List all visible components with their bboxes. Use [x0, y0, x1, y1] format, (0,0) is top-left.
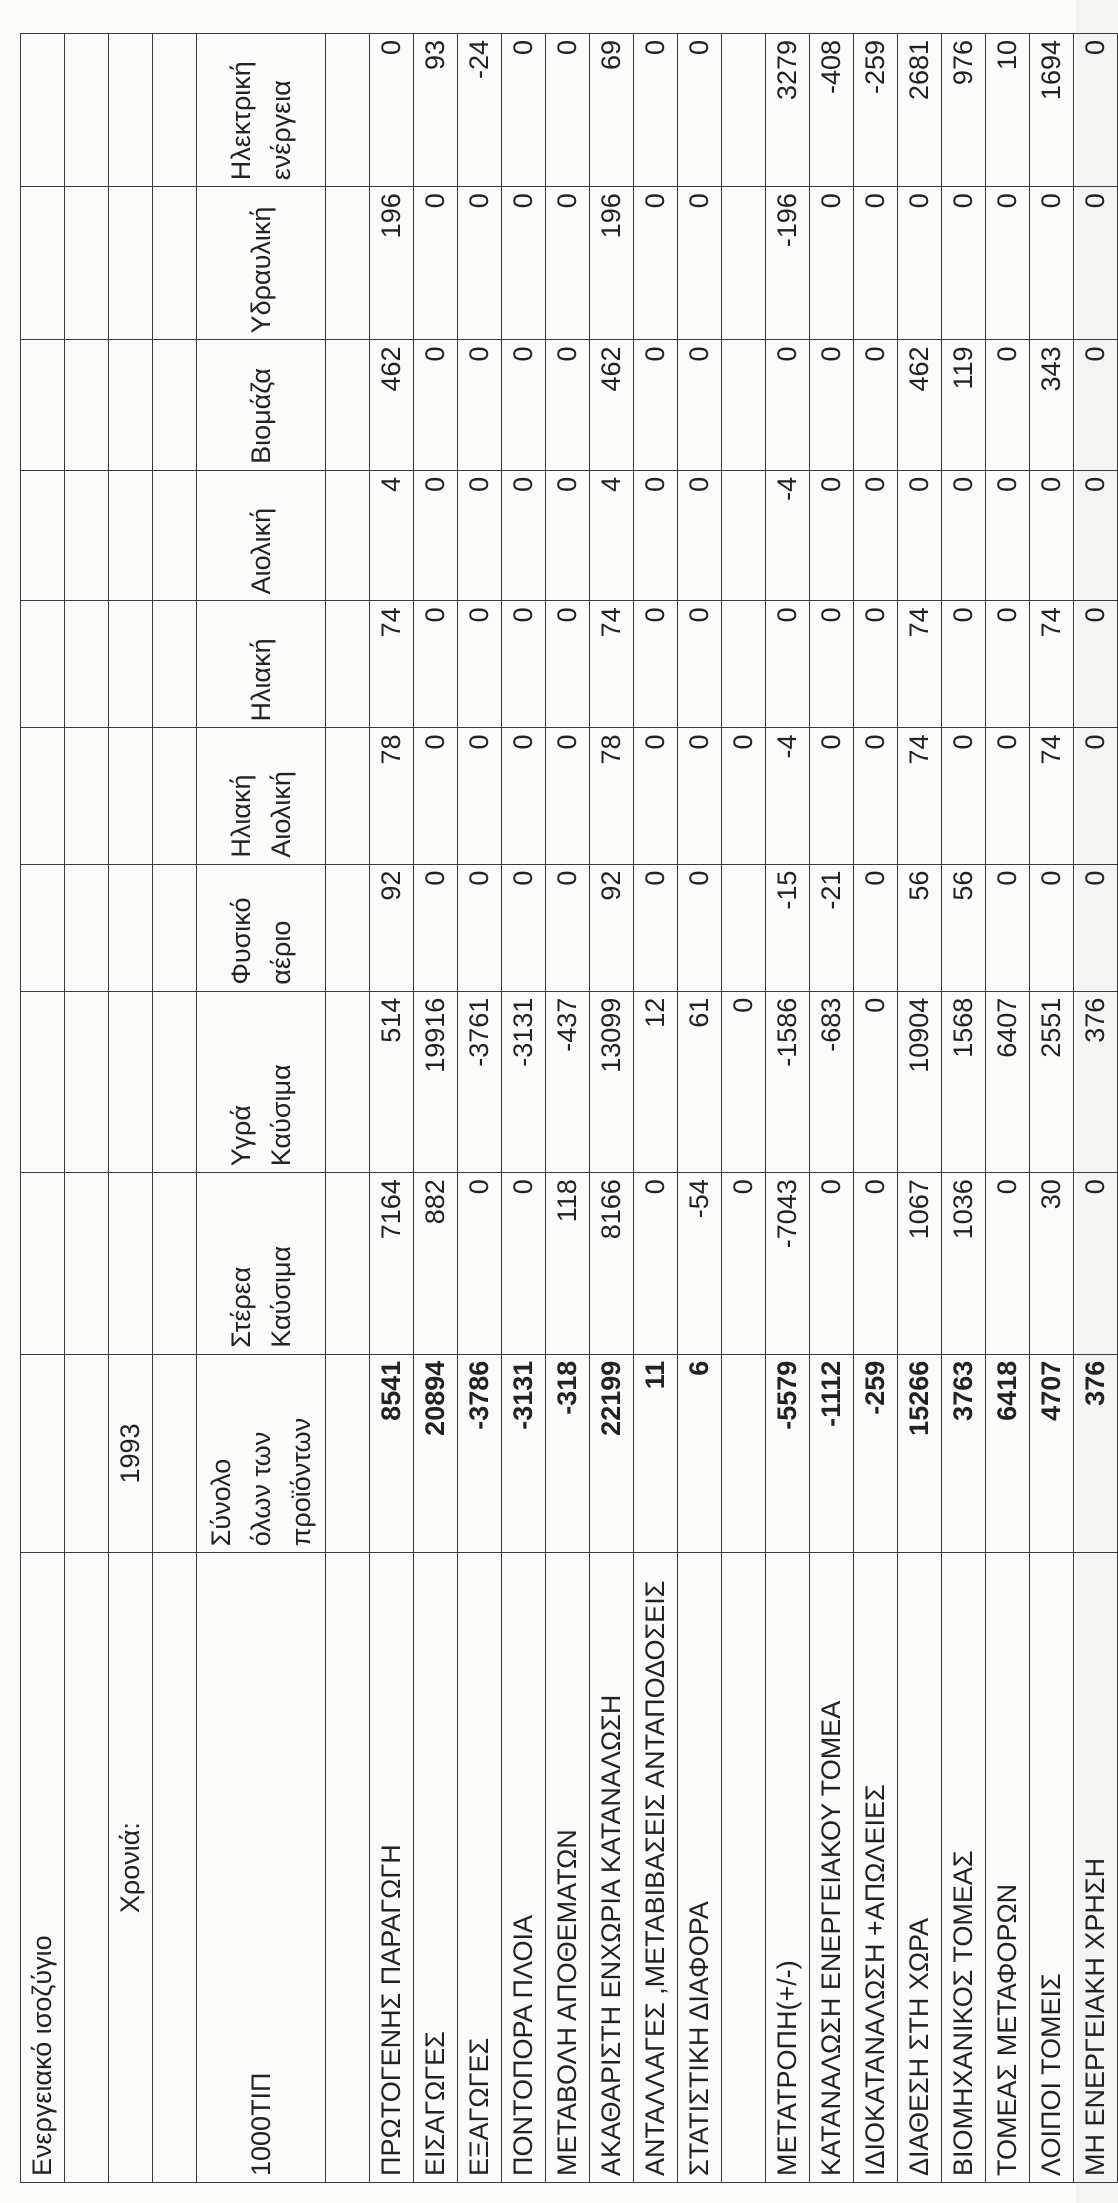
value-cell: 196	[590, 187, 634, 340]
empty-cell	[153, 728, 197, 864]
value-cell: -24	[458, 34, 502, 187]
value-cell: 0	[1074, 187, 1118, 340]
value-cell: 0	[1030, 187, 1074, 340]
spacer-row	[153, 34, 197, 2183]
value-cell: 0	[546, 34, 590, 187]
empty-cell	[65, 1354, 109, 1553]
value-cell: 0	[1074, 864, 1118, 991]
column-header	[197, 864, 326, 991]
value-cell: 0	[502, 187, 546, 340]
empty-cell	[21, 864, 65, 991]
column-header	[197, 34, 326, 187]
value-cell: 0	[370, 34, 414, 187]
value-cell: 0	[1030, 864, 1074, 991]
value-cell: 2681	[898, 34, 942, 187]
row-label	[722, 1553, 766, 2183]
value-cell	[722, 340, 766, 470]
empty-cell	[326, 1173, 370, 1355]
value-cell: 0	[722, 991, 766, 1173]
value-cell: 118	[546, 1173, 590, 1355]
empty-cell	[326, 1553, 370, 2183]
empty-cell	[65, 1553, 109, 2183]
value-cell: 61	[678, 991, 722, 1173]
column-header	[197, 991, 326, 1173]
value-cell: 0	[942, 470, 986, 600]
empty-cell	[153, 991, 197, 1173]
row-label: ΔΙΑΘΕΣΗ ΣΤΗ ΧΩΡΑ	[898, 1553, 942, 2183]
value-cell: -15	[766, 864, 810, 991]
value-cell: 0	[854, 601, 898, 728]
table-row	[1074, 34, 1118, 2183]
total-cell: -318	[546, 1354, 590, 1553]
empty-cell	[326, 601, 370, 728]
empty-cell	[65, 470, 109, 600]
value-cell: 0	[502, 864, 546, 991]
value-cell: 74	[898, 728, 942, 864]
empty-cell	[326, 991, 370, 1173]
value-cell: 93	[414, 34, 458, 187]
value-cell: 0	[942, 728, 986, 864]
value-cell: 0	[458, 601, 502, 728]
value-cell: 0	[634, 1173, 678, 1355]
value-cell: 343	[1030, 340, 1074, 470]
empty-cell	[109, 1173, 153, 1355]
column-header-line: Σύνολο	[206, 1458, 236, 1547]
value-cell: 462	[370, 340, 414, 470]
unit-label: 1000ΤΙΠ	[197, 1553, 326, 2183]
table-row	[986, 34, 1030, 2183]
empty-cell	[153, 470, 197, 600]
table-row	[590, 34, 634, 2183]
value-cell: 4	[370, 470, 414, 600]
table-title: Ενεργειακό ισοζύγιο	[21, 1553, 65, 2183]
value-cell: 0	[414, 340, 458, 470]
value-cell: 0	[722, 728, 766, 864]
total-cell: 3763	[942, 1354, 986, 1553]
value-cell: 7164	[370, 1173, 414, 1355]
value-cell: 0	[1074, 340, 1118, 470]
value-cell: 74	[1030, 728, 1074, 864]
table-row	[810, 34, 854, 2183]
value-cell: 0	[766, 601, 810, 728]
empty-cell	[326, 864, 370, 991]
value-cell	[722, 864, 766, 991]
column-header-line: αέριο	[266, 920, 296, 985]
value-cell: 0	[678, 728, 722, 864]
value-cell: 0	[414, 601, 458, 728]
row-label: ΜΕΤΑΒΟΛΗ ΑΠΟΘΕΜΑΤΩΝ	[546, 1553, 590, 2183]
column-header-line: Βιομάζα	[246, 367, 276, 464]
spacer-row	[722, 34, 766, 2183]
title-row	[21, 34, 65, 2183]
value-cell	[722, 34, 766, 187]
empty-cell	[326, 1354, 370, 1553]
row-label: ΠΡΩΤΟΓΕΝΗΣ ΠΑΡΑΓΩΓΗ	[370, 1553, 414, 2183]
value-cell: 0	[1074, 1173, 1118, 1355]
value-cell: 1694	[1030, 34, 1074, 187]
table-row	[370, 34, 414, 2183]
empty-cell	[153, 864, 197, 991]
value-cell: 69	[590, 34, 634, 187]
value-cell: 0	[458, 728, 502, 864]
value-cell: 0	[502, 601, 546, 728]
total-cell: -1112	[810, 1354, 854, 1553]
value-cell: -196	[766, 187, 810, 340]
value-cell: -408	[810, 34, 854, 187]
row-label: ΜΗ ΕΝΕΡΓΕΙΑΚΗ ΧΡΗΣΗ	[1074, 1553, 1118, 2183]
value-cell: 0	[414, 728, 458, 864]
column-header-line: Στέρεα	[226, 1266, 256, 1348]
empty-cell	[153, 340, 197, 470]
value-cell: 0	[810, 340, 854, 470]
table-row	[898, 34, 942, 2183]
value-cell: 0	[986, 728, 1030, 864]
year-row	[109, 34, 153, 2183]
value-cell: 0	[634, 470, 678, 600]
empty-cell	[21, 601, 65, 728]
empty-cell	[21, 187, 65, 340]
value-cell: 92	[590, 864, 634, 991]
value-cell: 92	[370, 864, 414, 991]
value-cell: 0	[502, 34, 546, 187]
total-cell: -3786	[458, 1354, 502, 1553]
value-cell: 0	[810, 470, 854, 600]
value-cell: 376	[1074, 991, 1118, 1173]
row-label: ΕΙΣΑΓΩΓΕΣ	[414, 1553, 458, 2183]
row-label: ΣΤΑΤΙΣΤΙΚΗ ΔΙΑΦΟΡΑ	[678, 1553, 722, 2183]
table-row	[502, 34, 546, 2183]
value-cell: 0	[986, 470, 1030, 600]
header-row	[197, 34, 326, 2183]
value-cell: 56	[942, 864, 986, 991]
empty-cell	[65, 864, 109, 991]
value-cell: 0	[986, 340, 1030, 470]
value-cell: 0	[810, 1173, 854, 1355]
column-header	[197, 470, 326, 600]
value-cell: 56	[898, 864, 942, 991]
value-cell: 0	[986, 601, 1030, 728]
value-cell: 0	[854, 991, 898, 1173]
table-row	[942, 34, 986, 2183]
total-cell: 4707	[1030, 1354, 1074, 1553]
empty-cell	[153, 187, 197, 340]
column-header-line: Καύσιμα	[266, 1064, 296, 1167]
value-cell: 8166	[590, 1173, 634, 1355]
value-cell: 1036	[942, 1173, 986, 1355]
value-cell: 0	[634, 601, 678, 728]
value-cell: 3279	[766, 34, 810, 187]
column-header-line: Ηλεκτρική	[226, 61, 256, 181]
total-cell: 15266	[898, 1354, 942, 1553]
empty-cell	[153, 1173, 197, 1355]
column-header	[197, 601, 326, 728]
value-cell: 6407	[986, 991, 1030, 1173]
value-cell: 0	[678, 864, 722, 991]
value-cell: 0	[458, 864, 502, 991]
value-cell: 0	[854, 470, 898, 600]
value-cell: 19916	[414, 991, 458, 1173]
value-cell: 0	[678, 601, 722, 728]
empty-cell	[326, 340, 370, 470]
value-cell: 0	[766, 340, 810, 470]
value-cell: 10	[986, 34, 1030, 187]
total-cell: -5579	[766, 1354, 810, 1553]
value-cell: 0	[634, 864, 678, 991]
value-cell: 0	[986, 187, 1030, 340]
empty-cell	[65, 1173, 109, 1355]
total-cell: 8541	[370, 1354, 414, 1553]
value-cell: 74	[898, 601, 942, 728]
empty-cell	[65, 340, 109, 470]
value-cell: -1586	[766, 991, 810, 1173]
table-row	[458, 34, 502, 2183]
value-cell: 0	[810, 187, 854, 340]
total-cell: 11	[634, 1354, 678, 1553]
value-cell: 0	[458, 340, 502, 470]
value-cell: 30	[1030, 1173, 1074, 1355]
empty-cell	[21, 1354, 65, 1553]
row-label: ΕΞΑΓΩΓΕΣ	[458, 1553, 502, 2183]
value-cell: 0	[854, 340, 898, 470]
value-cell: 2551	[1030, 991, 1074, 1173]
column-header	[197, 728, 326, 864]
value-cell	[722, 187, 766, 340]
energy-balance-table	[20, 33, 1118, 2183]
value-cell: 0	[546, 340, 590, 470]
row-label: ΤΟΜΕΑΣ ΜΕΤΑΦΟΡΩΝ	[986, 1553, 1030, 2183]
empty-cell	[65, 187, 109, 340]
value-cell: 0	[634, 340, 678, 470]
empty-cell	[65, 34, 109, 187]
value-cell: 0	[414, 187, 458, 340]
value-cell: 0	[546, 601, 590, 728]
total-cell: 6	[678, 1354, 722, 1553]
spacer-row	[65, 34, 109, 2183]
value-cell: -259	[854, 34, 898, 187]
empty-cell	[326, 470, 370, 600]
value-cell: 882	[414, 1173, 458, 1355]
table-row	[546, 34, 590, 2183]
table-row	[1030, 34, 1074, 2183]
total-cell: -259	[854, 1354, 898, 1553]
value-cell: 0	[810, 728, 854, 864]
value-cell: 0	[1074, 470, 1118, 600]
empty-cell	[326, 34, 370, 187]
empty-cell	[65, 601, 109, 728]
empty-cell	[109, 187, 153, 340]
table-row	[766, 34, 810, 2183]
empty-cell	[109, 601, 153, 728]
column-header-line: ενέργεια	[266, 80, 296, 181]
value-cell: 13099	[590, 991, 634, 1173]
column-header-line: προϊόντων	[286, 1417, 316, 1547]
row-label: ΚΑΤΑΝΑΛΩΣΗ ΕΝΕΡΓΕΙΑΚΟΥ ΤΟΜΕΑ	[810, 1553, 854, 2183]
value-cell: 74	[590, 601, 634, 728]
value-cell: 0	[854, 187, 898, 340]
value-cell: 0	[942, 187, 986, 340]
total-cell: 376	[1074, 1354, 1118, 1553]
value-cell: 0	[722, 1173, 766, 1355]
value-cell: 462	[590, 340, 634, 470]
empty-cell	[109, 340, 153, 470]
value-cell: 0	[942, 601, 986, 728]
row-label: ΛΟΙΠΟΙ ΤΟΜΕΙΣ	[1030, 1553, 1074, 2183]
total-cell: 22199	[590, 1354, 634, 1553]
value-cell: 119	[942, 340, 986, 470]
value-cell: 976	[942, 34, 986, 187]
table-row	[414, 34, 458, 2183]
value-cell: 0	[546, 728, 590, 864]
value-cell: 0	[546, 470, 590, 600]
column-header	[197, 340, 326, 470]
value-cell: 74	[370, 601, 414, 728]
empty-cell	[153, 601, 197, 728]
empty-cell	[21, 34, 65, 187]
value-cell: 0	[986, 1173, 1030, 1355]
empty-cell	[21, 1173, 65, 1355]
value-cell: -21	[810, 864, 854, 991]
empty-cell	[326, 728, 370, 864]
value-cell: -4	[766, 728, 810, 864]
table-row	[854, 34, 898, 2183]
empty-cell	[153, 1553, 197, 2183]
empty-cell	[109, 728, 153, 864]
total-cell: 6418	[986, 1354, 1030, 1553]
row-label: ΒΙΟΜΗΧΑΝΙΚΟΣ ΤΟΜΕΑΣ	[942, 1553, 986, 2183]
value-cell: 0	[678, 470, 722, 600]
value-cell: 1067	[898, 1173, 942, 1355]
empty-cell	[21, 991, 65, 1173]
value-cell: 0	[1074, 601, 1118, 728]
value-cell: 0	[678, 340, 722, 470]
value-cell: -3131	[502, 991, 546, 1173]
value-cell: 0	[634, 728, 678, 864]
empty-cell	[153, 34, 197, 187]
value-cell: 1568	[942, 991, 986, 1173]
empty-cell	[109, 34, 153, 187]
value-cell: 0	[458, 1173, 502, 1355]
value-cell: 0	[502, 340, 546, 470]
column-header-line: Ηλιακή	[246, 638, 276, 722]
empty-cell	[21, 728, 65, 864]
value-cell: 462	[898, 340, 942, 470]
value-cell: 4	[590, 470, 634, 600]
column-header-line: όλων των	[246, 1431, 276, 1547]
row-label: ΜΕΤΑΤΡΟΠΗ(+/-)	[766, 1553, 810, 2183]
value-cell: 0	[546, 187, 590, 340]
value-cell: 0	[502, 728, 546, 864]
value-cell: 0	[458, 470, 502, 600]
value-cell: 0	[854, 728, 898, 864]
value-cell: 0	[898, 187, 942, 340]
value-cell: 0	[678, 187, 722, 340]
value-cell: 74	[1030, 601, 1074, 728]
value-cell: 0	[458, 187, 502, 340]
empty-cell	[109, 470, 153, 600]
total-cell: 20894	[414, 1354, 458, 1553]
value-cell: 0	[678, 34, 722, 187]
row-label: ΙΔΙΟΚΑΤΑΝΑΛΩΣΗ +ΑΠΩΛΕΙΕΣ	[854, 1553, 898, 2183]
value-cell	[722, 601, 766, 728]
value-cell: 0	[634, 187, 678, 340]
value-cell: -7043	[766, 1173, 810, 1355]
value-cell: 0	[502, 470, 546, 600]
empty-cell	[109, 991, 153, 1173]
year-value: 1993	[109, 1354, 153, 1553]
column-header	[197, 1173, 326, 1355]
table-row	[678, 34, 722, 2183]
value-cell: 0	[546, 864, 590, 991]
empty-cell	[21, 470, 65, 600]
year-label: Χρονιά:	[109, 1553, 153, 2183]
value-cell: 0	[414, 864, 458, 991]
column-header-line: Υγρά	[226, 1105, 256, 1167]
empty-cell	[326, 187, 370, 340]
column-header-line: Καύσιμα	[266, 1245, 296, 1348]
value-cell: -683	[810, 991, 854, 1173]
table-body	[21, 34, 1118, 2183]
value-cell: 0	[986, 864, 1030, 991]
row-label: ΑΚΑΘΑΡΙΣΤΗ ΕΝΧΩΡΙΑ ΚΑΤΑΝΑΛΩΣΗ	[590, 1553, 634, 2183]
empty-cell	[153, 1354, 197, 1553]
total-cell	[722, 1354, 766, 1553]
empty-cell	[109, 864, 153, 991]
value-cell: 10904	[898, 991, 942, 1173]
value-cell: 0	[854, 1173, 898, 1355]
empty-cell	[65, 991, 109, 1173]
table-row	[634, 34, 678, 2183]
value-cell: -3761	[458, 991, 502, 1173]
spacer-row	[326, 34, 370, 2183]
value-cell	[722, 470, 766, 600]
empty-cell	[65, 728, 109, 864]
row-label: ΑΝΤΑΛΛΑΓΕΣ ,ΜΕΤΑΒΙΒΑΣΕΙΣ ΑΝΤΑΠΟΔΟΣΕΙΣ	[634, 1553, 678, 2183]
value-cell: -4	[766, 470, 810, 600]
column-header-line: Αιολική	[246, 507, 276, 595]
column-header	[197, 1354, 326, 1553]
value-cell: 196	[370, 187, 414, 340]
value-cell: 78	[590, 728, 634, 864]
value-cell: 0	[1074, 728, 1118, 864]
value-cell: 0	[1030, 470, 1074, 600]
value-cell: -54	[678, 1173, 722, 1355]
value-cell: 0	[898, 470, 942, 600]
value-cell: 514	[370, 991, 414, 1173]
value-cell: 78	[370, 728, 414, 864]
column-header-line: Φυσικό	[226, 897, 256, 985]
value-cell: 0	[502, 1173, 546, 1355]
value-cell: -437	[546, 991, 590, 1173]
column-header-line: Ηλιακή	[226, 774, 256, 858]
row-label: ΠΟΝΤΟΠΟΡΑ ΠΛΟΙΑ	[502, 1553, 546, 2183]
value-cell: 0	[854, 864, 898, 991]
total-cell: -3131	[502, 1354, 546, 1553]
value-cell: 12	[634, 991, 678, 1173]
column-header-line: Αιολική	[266, 771, 296, 858]
value-cell: 0	[414, 470, 458, 600]
value-cell: 0	[634, 34, 678, 187]
value-cell: 0	[810, 601, 854, 728]
column-header-line: Υδραυλική	[246, 206, 276, 334]
empty-cell	[21, 340, 65, 470]
value-cell: 0	[1074, 34, 1118, 187]
column-header	[197, 187, 326, 340]
